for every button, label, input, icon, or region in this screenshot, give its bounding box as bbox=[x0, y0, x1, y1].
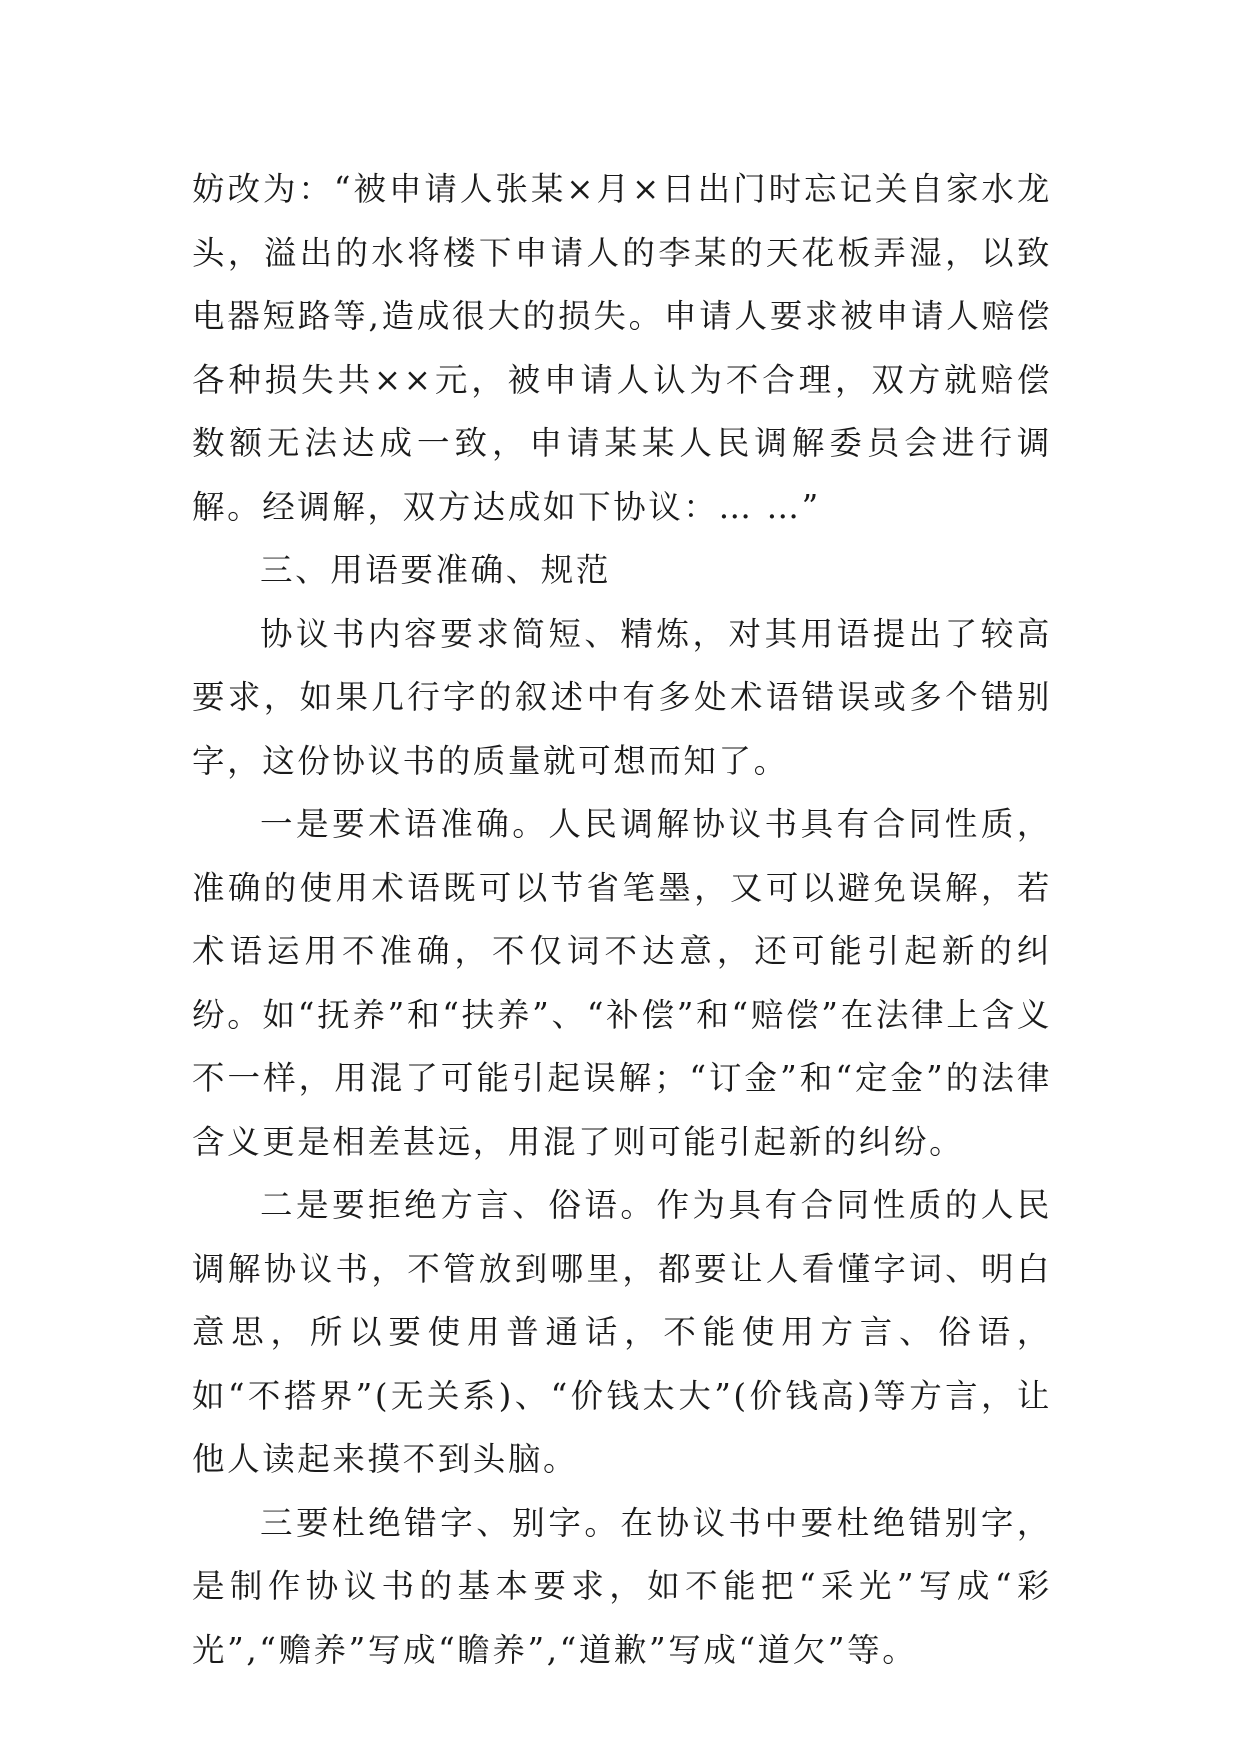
paragraph-no-typos: 三要杜绝错字、别字。在协议书中要杜绝错别字，是制作协议书的基本要求，如不能把“采光”写成“彩光”,“赡养”写成“瞻养”,“道歉”写成“道欠”等。 bbox=[192, 1503, 1052, 1669]
paragraph-continued-example: 妨改为：“被申请人张某×月×日出门时忘记关自家水龙头，溢出的水将楼下申请人的李某的天花板弄湿，以致电器短路等,造成很大的损失。申请人要求被申请人赔偿各种损失共××元，被申请人认为不合理，双方就赔偿数额无法达成一致，申请某某人民调解委员会进行调解。经调解，双方达成如下协议：… …” bbox=[192, 170, 1052, 526]
paragraph-terminology-intro: 协议书内容要求简短、精炼，对其用语提出了较高要求，如果几行字的叙述中有多处术语错误或多个错别字，这份协议书的质量就可想而知了。 bbox=[192, 614, 1052, 780]
section-heading-terminology: 三、用语要准确、规范 bbox=[260, 551, 612, 589]
paragraph-no-dialect: 二是要拒绝方言、俗语。作为具有合同性质的人民调解协议书，不管放到哪里，都要让人看懂字词、明白意思，所以要使用普通话，不能使用方言、俗语，如“不搭界”(无关系)、“价钱太大”(价钱高)等方言，让他人读起来摸不到头脑。 bbox=[192, 1186, 1052, 1478]
document-body bbox=[192, 158, 1052, 1682]
paragraph-accurate-terms: 一是要术语准确。人民调解协议书具有合同性质，准确的使用术语既可以节省笔墨，又可以避免误解，若术语运用不准确，不仅词不达意，还可能引起新的纠纷。如“抚养”和“扶养”、“补偿”和“赔偿”在法律上含义不一样，用混了可能引起误解；“订金”和“定金”的法律含义更是相差甚远，用混了则可能引起新的纠纷。 bbox=[192, 805, 1052, 1161]
